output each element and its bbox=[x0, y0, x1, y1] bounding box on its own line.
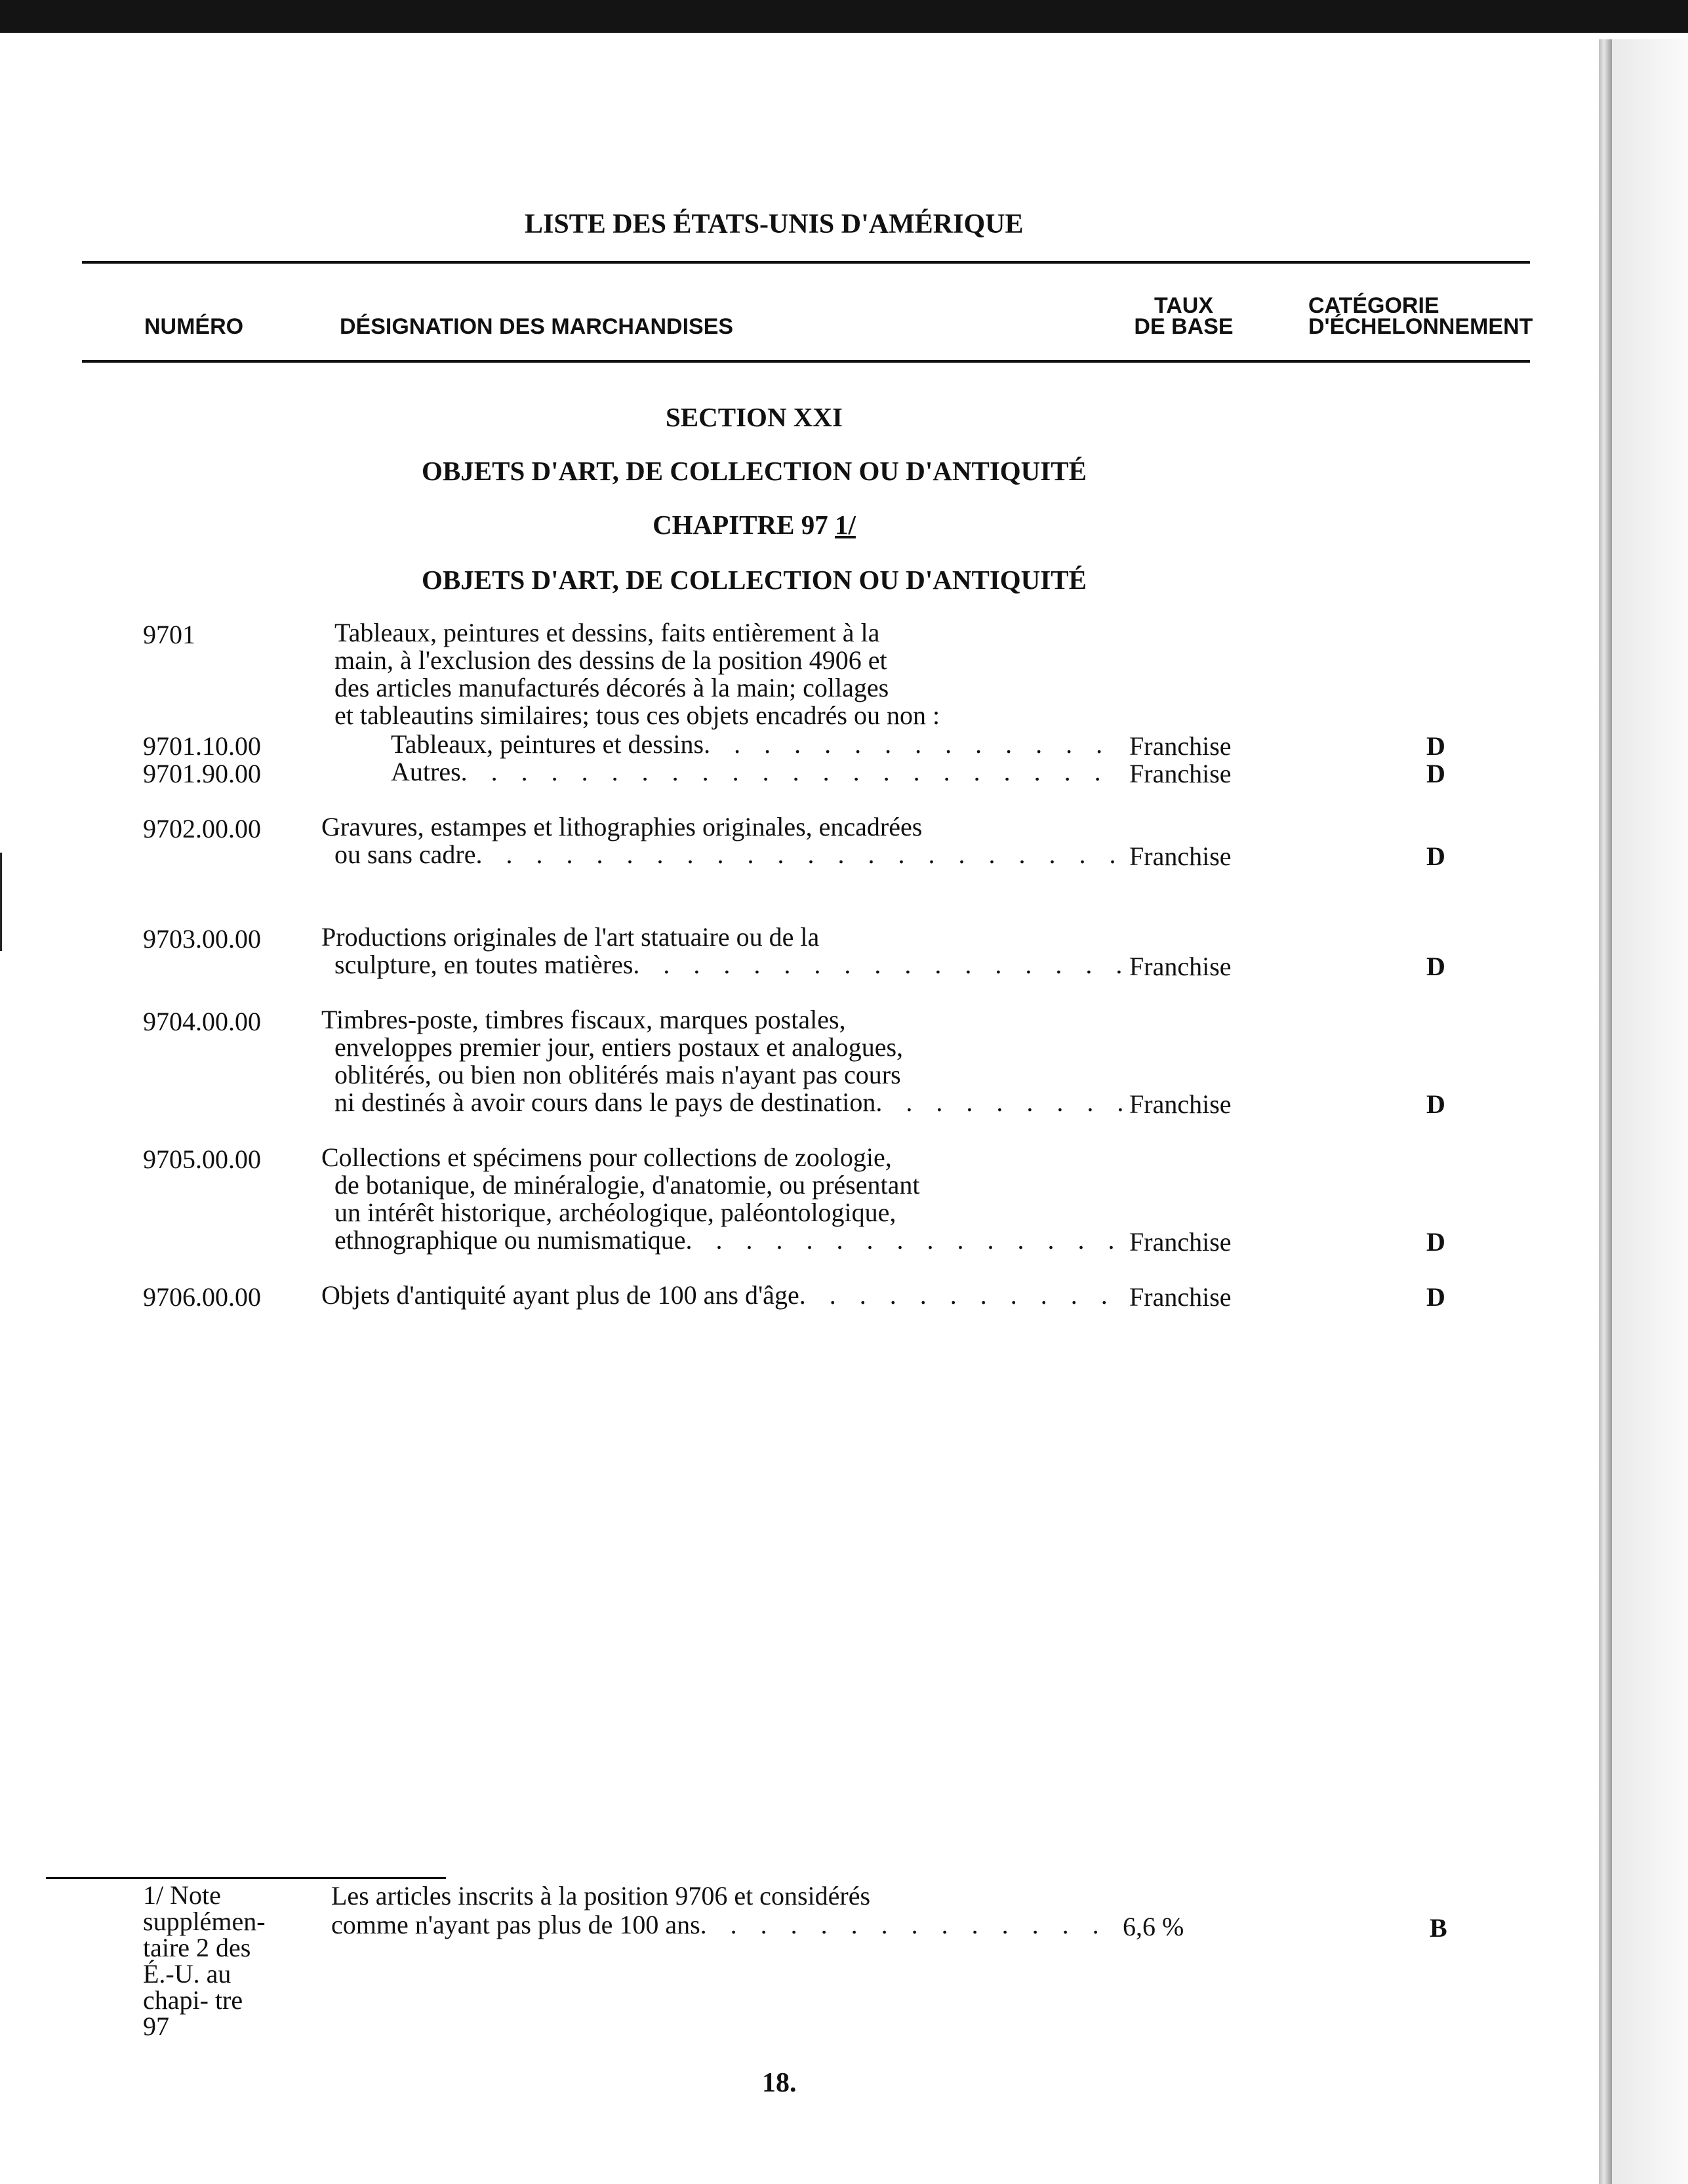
staging-category: D bbox=[1426, 1089, 1445, 1119]
staging-category: D bbox=[1426, 731, 1445, 761]
base-rate: Franchise bbox=[1129, 1089, 1232, 1119]
description-line: Objets d'antiquité ayant plus de 100 ans d'âge bbox=[321, 1280, 799, 1310]
tariff-code: 9701 bbox=[143, 620, 195, 649]
entry-description: Gravures, estampes et lithographies originales, encadrées bbox=[321, 812, 923, 841]
description-line: des articles manufacturés décorés à la main; collages bbox=[334, 673, 889, 702]
tariff-code: 9706.00.00 bbox=[143, 1282, 261, 1312]
tariff-code: 9703.00.00 bbox=[143, 924, 261, 954]
leader-dots bbox=[700, 1911, 1118, 1939]
scan-binding-shadow bbox=[1612, 39, 1688, 2184]
entry-description bbox=[334, 619, 940, 729]
leader-dots bbox=[475, 841, 1125, 868]
entry-description bbox=[321, 1144, 919, 1226]
column-header-numero: NUMÉRO bbox=[144, 314, 244, 339]
entry-description-last bbox=[334, 841, 1125, 868]
description-line: main, à l'exclusion des dessins de la position 4906 et bbox=[334, 645, 887, 675]
footnote-rate: 6,6 % bbox=[1123, 1912, 1184, 1941]
description-line: oblitérés, ou bien non oblitérés mais n'ayant pas cours bbox=[334, 1060, 901, 1089]
leader-dots bbox=[633, 951, 1125, 979]
chapter-note-ref: 1/ bbox=[835, 510, 856, 540]
tariff-code: 9705.00.00 bbox=[143, 1144, 261, 1174]
chapter-title: OBJETS D'ART, DE COLLECTION OU D'ANTIQUITÉ bbox=[422, 565, 1087, 595]
description-line: enveloppes premier jour, entiers postaux et analogues, bbox=[334, 1032, 904, 1062]
entry-description bbox=[321, 1006, 903, 1089]
base-rate: Franchise bbox=[1129, 952, 1232, 981]
staging-category: D bbox=[1426, 841, 1445, 871]
scan-binding-edge bbox=[1599, 39, 1612, 2184]
base-rate: Franchise bbox=[1129, 1227, 1232, 1257]
description-line: Tableaux, peintures et dessins, faits entièrement à la bbox=[334, 618, 880, 647]
staging-category: D bbox=[1426, 952, 1445, 981]
column-header-designation: DÉSIGNATION DES MARCHANDISES bbox=[340, 314, 734, 339]
header-bottom-rule bbox=[82, 360, 1530, 363]
description-line: ni destinés à avoir cours dans le pays de destination bbox=[334, 1087, 876, 1117]
leader-dots bbox=[799, 1282, 1125, 1309]
column-header-taux bbox=[1131, 295, 1236, 337]
footnote-text: Les articles inscrits à la position 9706 et considérés bbox=[331, 1881, 871, 1911]
entry-description-last bbox=[334, 1226, 1125, 1254]
tariff-code: 9702.00.00 bbox=[143, 814, 261, 843]
description-line: un intérêt historique, archéologique, paléontologique, bbox=[334, 1198, 896, 1227]
entry-description bbox=[391, 758, 1125, 786]
header-top-rule bbox=[82, 261, 1530, 264]
description-line: ou sans cadre bbox=[334, 839, 476, 869]
staging-category: D bbox=[1426, 1227, 1445, 1257]
section-subheading: OBJETS D'ART, DE COLLECTION OU D'ANTIQUITÉ bbox=[422, 456, 1087, 486]
tariff-code: 9701.90.00 bbox=[143, 759, 261, 788]
description-line: et tableautins similaires; tous ces objets encadrés ou non : bbox=[334, 700, 940, 730]
base-rate: Franchise bbox=[1129, 759, 1232, 788]
leader-dots bbox=[685, 1226, 1125, 1254]
column-header-categorie-line1: CATÉGORIE bbox=[1308, 293, 1439, 318]
leader-dots bbox=[875, 1089, 1125, 1116]
scan-left-mark bbox=[0, 853, 2, 951]
description-line: sculpture, en toutes matières bbox=[334, 950, 633, 979]
description-line: ethnographique ou numismatique bbox=[334, 1225, 686, 1255]
entry-description: Productions originales de l'art statuaire ou de la bbox=[321, 922, 820, 952]
page-title: LISTE DES ÉTATS-UNIS D'AMÉRIQUE bbox=[525, 209, 1024, 239]
page-number: 18. bbox=[762, 2068, 797, 2098]
column-header-taux-line1: TAUX bbox=[1154, 293, 1214, 318]
footnote-text-last bbox=[331, 1911, 1118, 1939]
footnote-category: B bbox=[1430, 1913, 1447, 1943]
staging-category: D bbox=[1426, 759, 1445, 788]
column-header-categorie bbox=[1308, 295, 1533, 337]
leader-dots bbox=[704, 731, 1125, 758]
staging-category: D bbox=[1426, 1282, 1445, 1312]
base-rate: Franchise bbox=[1129, 731, 1232, 761]
entry-description-last bbox=[334, 1089, 1125, 1116]
column-header-taux-line2: DE BASE bbox=[1134, 314, 1234, 339]
description-line: Autres bbox=[391, 757, 461, 786]
entry-description bbox=[321, 1282, 1125, 1309]
base-rate: Franchise bbox=[1129, 841, 1232, 871]
column-header-categorie-line2: D'ÉCHELONNEMENT bbox=[1308, 314, 1533, 339]
tariff-code: 9701.10.00 bbox=[143, 731, 261, 761]
footnote-label: 1/ Note supplémen- taire 2 des É.-U. au chapi- tre 97 bbox=[143, 1880, 266, 2041]
entry-description bbox=[391, 731, 1125, 758]
footnote-line: comme n'ayant pas plus de 100 ans bbox=[331, 1910, 700, 1939]
description-line: Collections et spécimens pour collections de zoologie, bbox=[321, 1143, 892, 1172]
chapter-label: CHAPITRE 97 bbox=[653, 510, 828, 540]
scan-top-band bbox=[0, 0, 1688, 33]
description-line: Tableaux, peintures et dessins bbox=[391, 729, 704, 759]
description-line: Timbres-poste, timbres fiscaux, marques postales, bbox=[321, 1005, 846, 1034]
leader-dots bbox=[461, 758, 1125, 786]
tariff-code: 9704.00.00 bbox=[143, 1007, 261, 1036]
entry-description-last bbox=[334, 951, 1125, 979]
base-rate: Franchise bbox=[1129, 1282, 1232, 1312]
section-heading: SECTION XXI bbox=[666, 402, 843, 432]
description-line: de botanique, de minéralogie, d'anatomie, ou présentant bbox=[334, 1170, 920, 1200]
footnote-rule bbox=[46, 1877, 446, 1879]
chapter-heading bbox=[0, 509, 1508, 540]
